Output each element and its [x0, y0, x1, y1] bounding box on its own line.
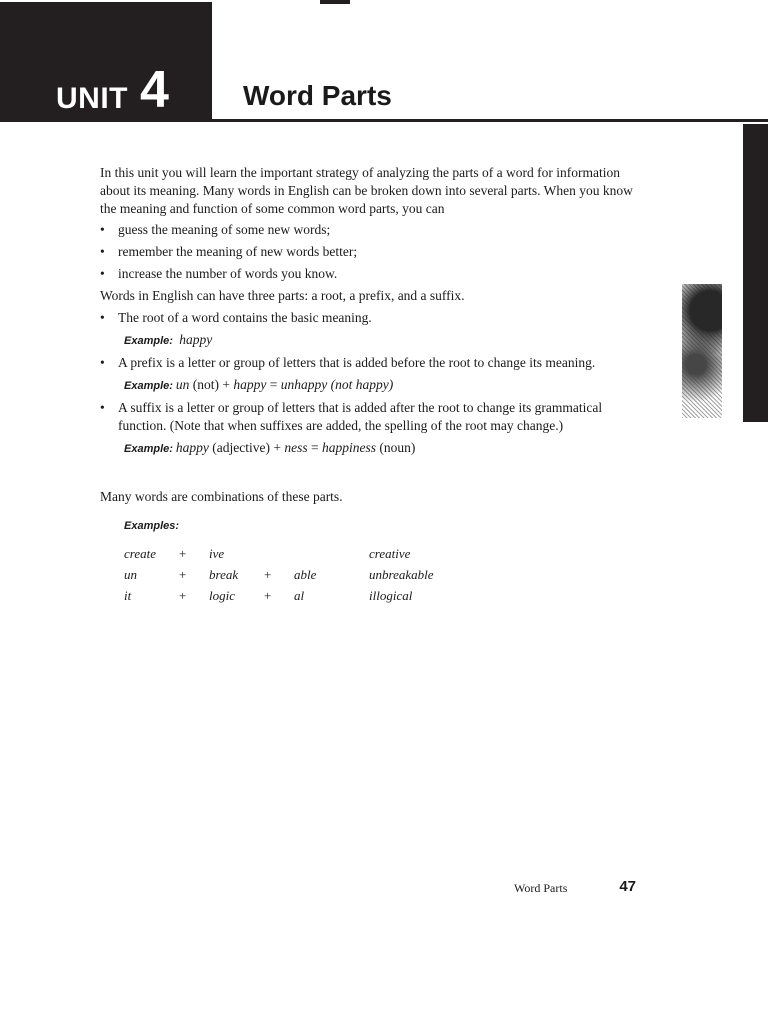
page-body — [100, 164, 645, 606]
plus-sign: + — [179, 566, 187, 582]
example-label: Example: — [124, 380, 173, 392]
parts-list — [100, 354, 645, 372]
table-row — [124, 543, 469, 564]
word-part — [294, 543, 369, 564]
example-part: ness — [284, 440, 308, 455]
example-label: Example: — [124, 443, 173, 455]
example-result: happiness — [322, 440, 376, 455]
unit-badge — [0, 2, 212, 122]
example-gloss: (adjective) + — [208, 440, 285, 455]
word-part: able — [294, 566, 317, 582]
examples-label: Examples: — [124, 520, 180, 532]
prefix-definition: • A prefix is a letter or group of letters that is added before the root to change its meaning. — [100, 354, 645, 372]
combined-word: creative — [369, 545, 411, 561]
benefits-list — [100, 221, 645, 283]
plus-sign: + — [179, 545, 187, 561]
table-row — [124, 564, 469, 585]
example-gloss: (noun) — [376, 440, 416, 455]
example-equals: = — [266, 377, 281, 392]
unit-label: UNIT — [56, 82, 128, 115]
root-example — [100, 331, 645, 350]
example-part: happy — [175, 440, 209, 455]
word-part: logic — [209, 587, 235, 603]
thumb-tab — [743, 124, 768, 422]
combined-word: illogical — [369, 587, 413, 603]
combined-word: unbreakable — [369, 566, 434, 582]
table-row — [124, 585, 469, 606]
example-part: un — [175, 377, 190, 392]
plus-sign: + — [264, 566, 272, 582]
top-edge-mark — [320, 0, 350, 4]
unit-number: 4 — [140, 61, 169, 119]
list-item: • guess the meaning of some new words; — [100, 221, 645, 239]
example-label: Example: — [124, 335, 173, 347]
running-footer-title: Word Parts — [514, 881, 568, 895]
list-item: • increase the number of words you know. — [100, 265, 645, 283]
word-part: create — [124, 545, 156, 561]
examples-heading — [100, 516, 645, 535]
page-title: Word Parts — [243, 80, 392, 111]
plus-sign: + — [179, 587, 187, 603]
root-definition: • The root of a word contains the basic meaning. — [100, 309, 645, 327]
parts-list — [100, 309, 645, 327]
list-item: • remember the meaning of new words better; — [100, 243, 645, 261]
example-part: happy — [233, 377, 267, 392]
example-word: happy — [179, 332, 213, 347]
example-gloss: (not) + — [189, 377, 234, 392]
plus-sign: + — [264, 587, 272, 603]
example-equals: = — [307, 440, 322, 455]
suffix-example — [100, 439, 645, 458]
intro-paragraph: In this unit you will learn the important strategy of analyzing the parts of a word for information about its meaning. Many words in English can be broken down into several parts. When you know the meaning and function of some common word parts, you can — [100, 165, 633, 216]
prefix-example — [100, 376, 645, 395]
plus-sign — [264, 543, 294, 564]
word-part: break — [209, 566, 239, 582]
example-result: unhappy (not happy) — [280, 377, 394, 392]
word-part: ive — [209, 545, 225, 561]
word-part: al — [294, 587, 305, 603]
parts-list — [100, 399, 645, 435]
page-number: 47 — [619, 878, 636, 895]
combination-table — [124, 543, 469, 606]
page-footer — [514, 878, 636, 898]
combinations-intro: Many words are combinations of these parts. — [100, 489, 343, 504]
word-part: un — [124, 566, 137, 582]
word-part: it — [124, 587, 132, 603]
parts-intro: Words in English can have three parts: a root, a prefix, and a suffix. — [100, 288, 465, 303]
suffix-definition: • A suffix is a letter or group of letters that is added after the root to change its grammatical function. (Note that when suffixes are added, the spelling of the root may change.) — [100, 399, 645, 435]
title-rule — [212, 119, 768, 122]
thumb-photo — [682, 284, 722, 418]
